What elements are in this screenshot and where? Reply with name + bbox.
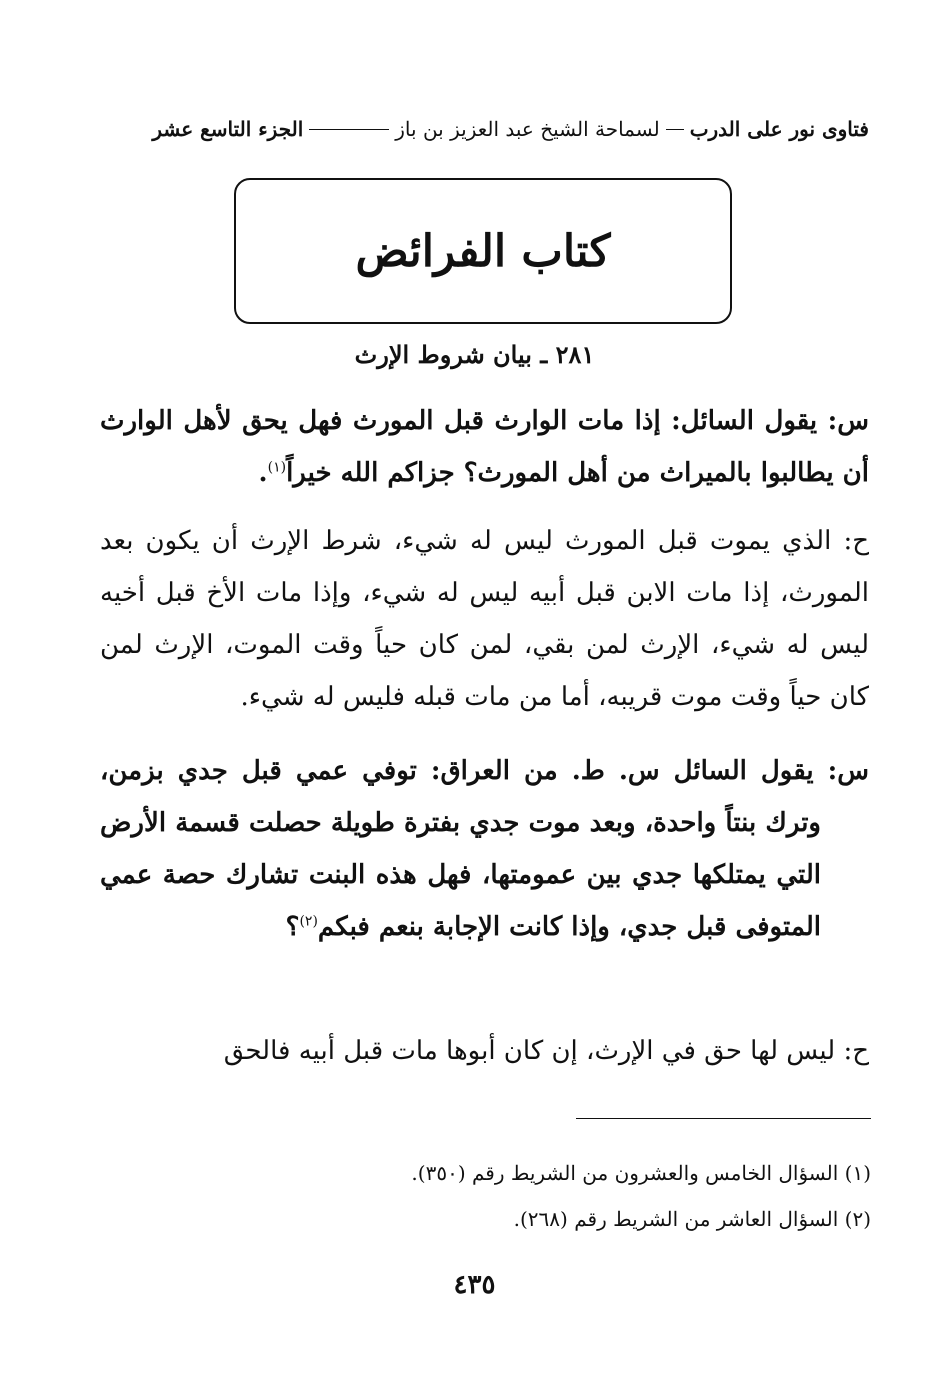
- footnote-divider: [576, 1118, 871, 1119]
- question-end: ؟: [285, 912, 300, 942]
- question-paragraph: [100, 395, 869, 499]
- section-heading: ٢٨١ ـ بيان شروط الإرث: [354, 340, 595, 369]
- answer-paragraph: ح: الذي يموت قبل المورث ليس له شيء، شرط الإرث أن يكون بعد المورث، إذا مات الابن قبل أبيه ليس له شيء، وإذا مات الأخ قبل أخيه ليس له شيء، الإرث لمن بقي، لمن كان حياً وقت الموت، الإرث لمن كان حياً وقت موت قريبه، أما من مات قبله فليس له شيء.: [100, 526, 869, 712]
- answer-paragraph: ح: ليس لها حق في الإرث، إن كان أبوها مات قبل أبيه فالحق: [223, 1036, 869, 1066]
- footnote-item: (١) السؤال الخامس والعشرون من الشريط رقم (٣٥٠).: [411, 1161, 871, 1185]
- header-separator: [309, 129, 389, 130]
- question-text: س: يقول السائل س. ط. من العراق: توفي عمي قبل جدي بزمن، وترك بنتاً واحدة، وبعد موت جدي بفترة طويلة حصلت قسمة الأرض التي يمتلكها جدي بين عمومتها، فهل هذه البنت تشارك حصة عمي المتوفى قبل جدي، وإذا كانت الإجابة بنعم فبكم: [100, 756, 869, 942]
- question-paragraph: [100, 745, 869, 953]
- running-header: [112, 112, 869, 146]
- book-title-frame: [234, 178, 732, 324]
- header-separator: [666, 129, 684, 130]
- footnote-reference: (٢): [299, 913, 318, 930]
- footnote-item: (٢) السؤال العاشر من الشريط رقم (٢٦٨).: [513, 1207, 871, 1231]
- footnote-reference: (١): [267, 459, 287, 476]
- book-heading: كتاب الفرائض: [355, 225, 611, 277]
- question-text: س: يقول السائل: إذا مات الوارث قبل المورث فهل يحق لأهل الوارث أن يطالبوا بالميراث من أهل المورث؟ جزاكم الله خيراً: [100, 406, 869, 488]
- footnotes: [100, 1150, 871, 1242]
- header-author: لسماحة الشيخ عبد العزيز بن باز: [395, 117, 660, 141]
- question-end: .: [258, 458, 268, 488]
- header-book-title: فتاوى نور على الدرب: [689, 117, 869, 141]
- header-volume: الجزء التاسع عشر: [152, 117, 304, 141]
- page-number: ٤٣٥: [453, 1270, 496, 1300]
